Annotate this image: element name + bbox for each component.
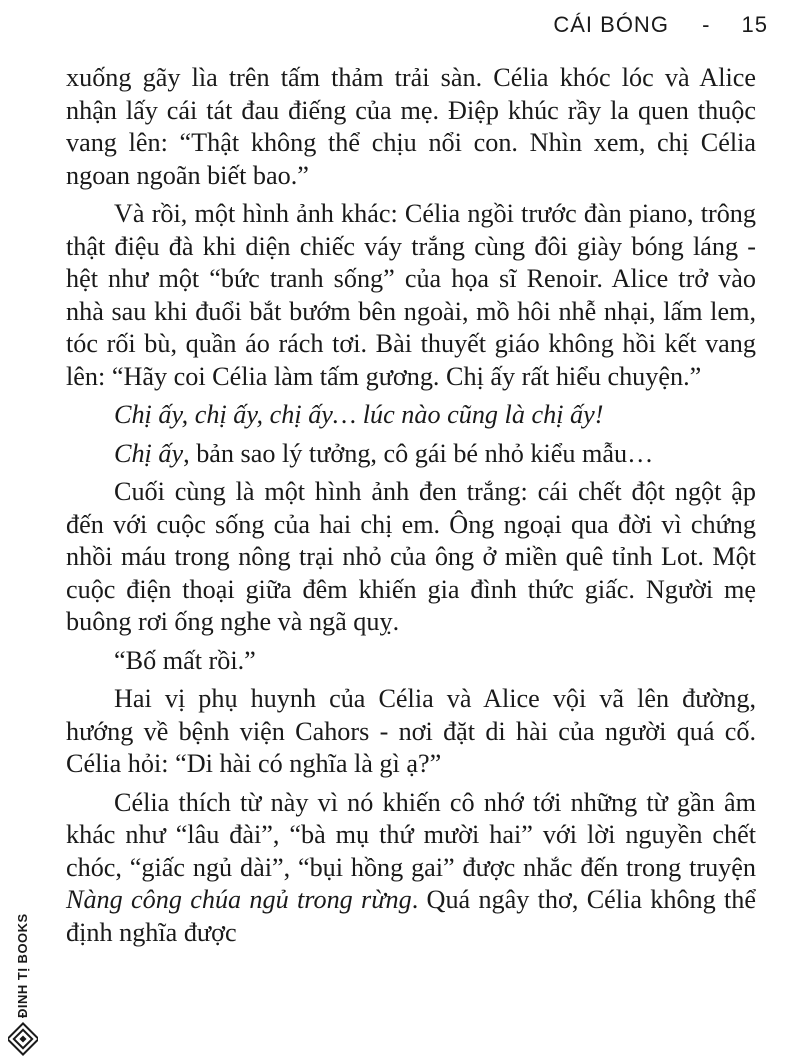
text-segment: Célia thích từ này vì nó khiến cô nhớ tới những từ gần âm khác như “lâu đài”, “bà mụ thứ mười hai” với lời nguyền chết chóc, “giấc ngủ dài”, “bụi hồng gai” được nhắc đến trong truyện xyxy=(66,787,756,882)
publisher-name-wrap xyxy=(8,900,38,1018)
paragraph xyxy=(66,476,756,639)
paragraph xyxy=(66,645,756,678)
text-segment: Cuối cùng là một hình ảnh đen trắng: cái chết đột ngột ập đến với cuộc sống của hai chị em. Ông ngoại qua đời vì chứng nhồi máu trong nông trại nhỏ của ông ở miền quê tỉnh Lot. Một cuộc điện thoại giữa đêm khiến gia đình thức giấc. Người mẹ buông rơi ống nghe và ngã quỵ. xyxy=(66,477,756,636)
paragraph xyxy=(66,62,756,192)
paragraph xyxy=(66,787,756,950)
diamond-logo-icon xyxy=(8,1022,38,1056)
publisher-logo xyxy=(8,900,38,1060)
text-segment: “Bố mất rồi.” xyxy=(114,645,256,675)
italic-text: Chị ấy, chị ấy, chị ấy… lúc nào cũng là chị ấy! xyxy=(114,400,604,429)
italic-text: Chị ấy xyxy=(114,438,184,468)
header-separator: - xyxy=(702,12,711,37)
page-number: 15 xyxy=(741,12,768,37)
body-text xyxy=(66,62,756,955)
paragraph xyxy=(66,438,756,471)
paragraph xyxy=(66,198,756,393)
paragraph xyxy=(66,683,756,781)
italic-text: Nàng công chúa ngủ trong rừng xyxy=(66,885,412,914)
running-header xyxy=(0,12,768,38)
text-segment: . Quá ngây thơ, Célia không thể định nghĩa được xyxy=(66,885,757,947)
text-segment: Hai vị phụ huynh của Célia và Alice vội vã lên đường, hướng về bệnh viện Cahors - nơi đặt di hài của người quá cố. Célia hỏi: “Di hài có nghĩa là gì ạ?” xyxy=(66,684,756,778)
text-segment: , bản sao lý tưởng, cô gái bé nhỏ kiểu mẫu… xyxy=(183,438,654,468)
text-segment: Và rồi, một hình ảnh khác: Célia ngồi trước đàn piano, trông thật điệu đà khi diện chiếc váy trắng cùng đôi giày bóng láng - hệt như một “bức tranh sống” của họa sĩ Renoir. Alice trở vào nhà sau khi đuổi bắt bướm bên ngoài, mồ hôi nhễ nhại, lấm lem, tóc rối bù, quần áo rách tơi. Bài thuyết giáo không hồi kết vang lên: “Hãy coi Célia làm tấm gương. Chị ấy rất hiểu chuyện.” xyxy=(66,199,756,391)
paragraph xyxy=(66,399,756,432)
publisher-name: ĐINH TỊ BOOKS xyxy=(15,913,30,1018)
text-segment: xuống gãy lìa trên tấm thảm trải sàn. Célia khóc lóc và Alice nhận lấy cái tát đau điếng của mẹ. Điệp khúc rầy la quen thuộc vang lên: “Thật không thể chịu nổi con. Nhìn xem, chị Célia ngoan ngoãn biết bao.” xyxy=(66,63,756,190)
chapter-title: CÁI BÓNG xyxy=(553,12,669,37)
